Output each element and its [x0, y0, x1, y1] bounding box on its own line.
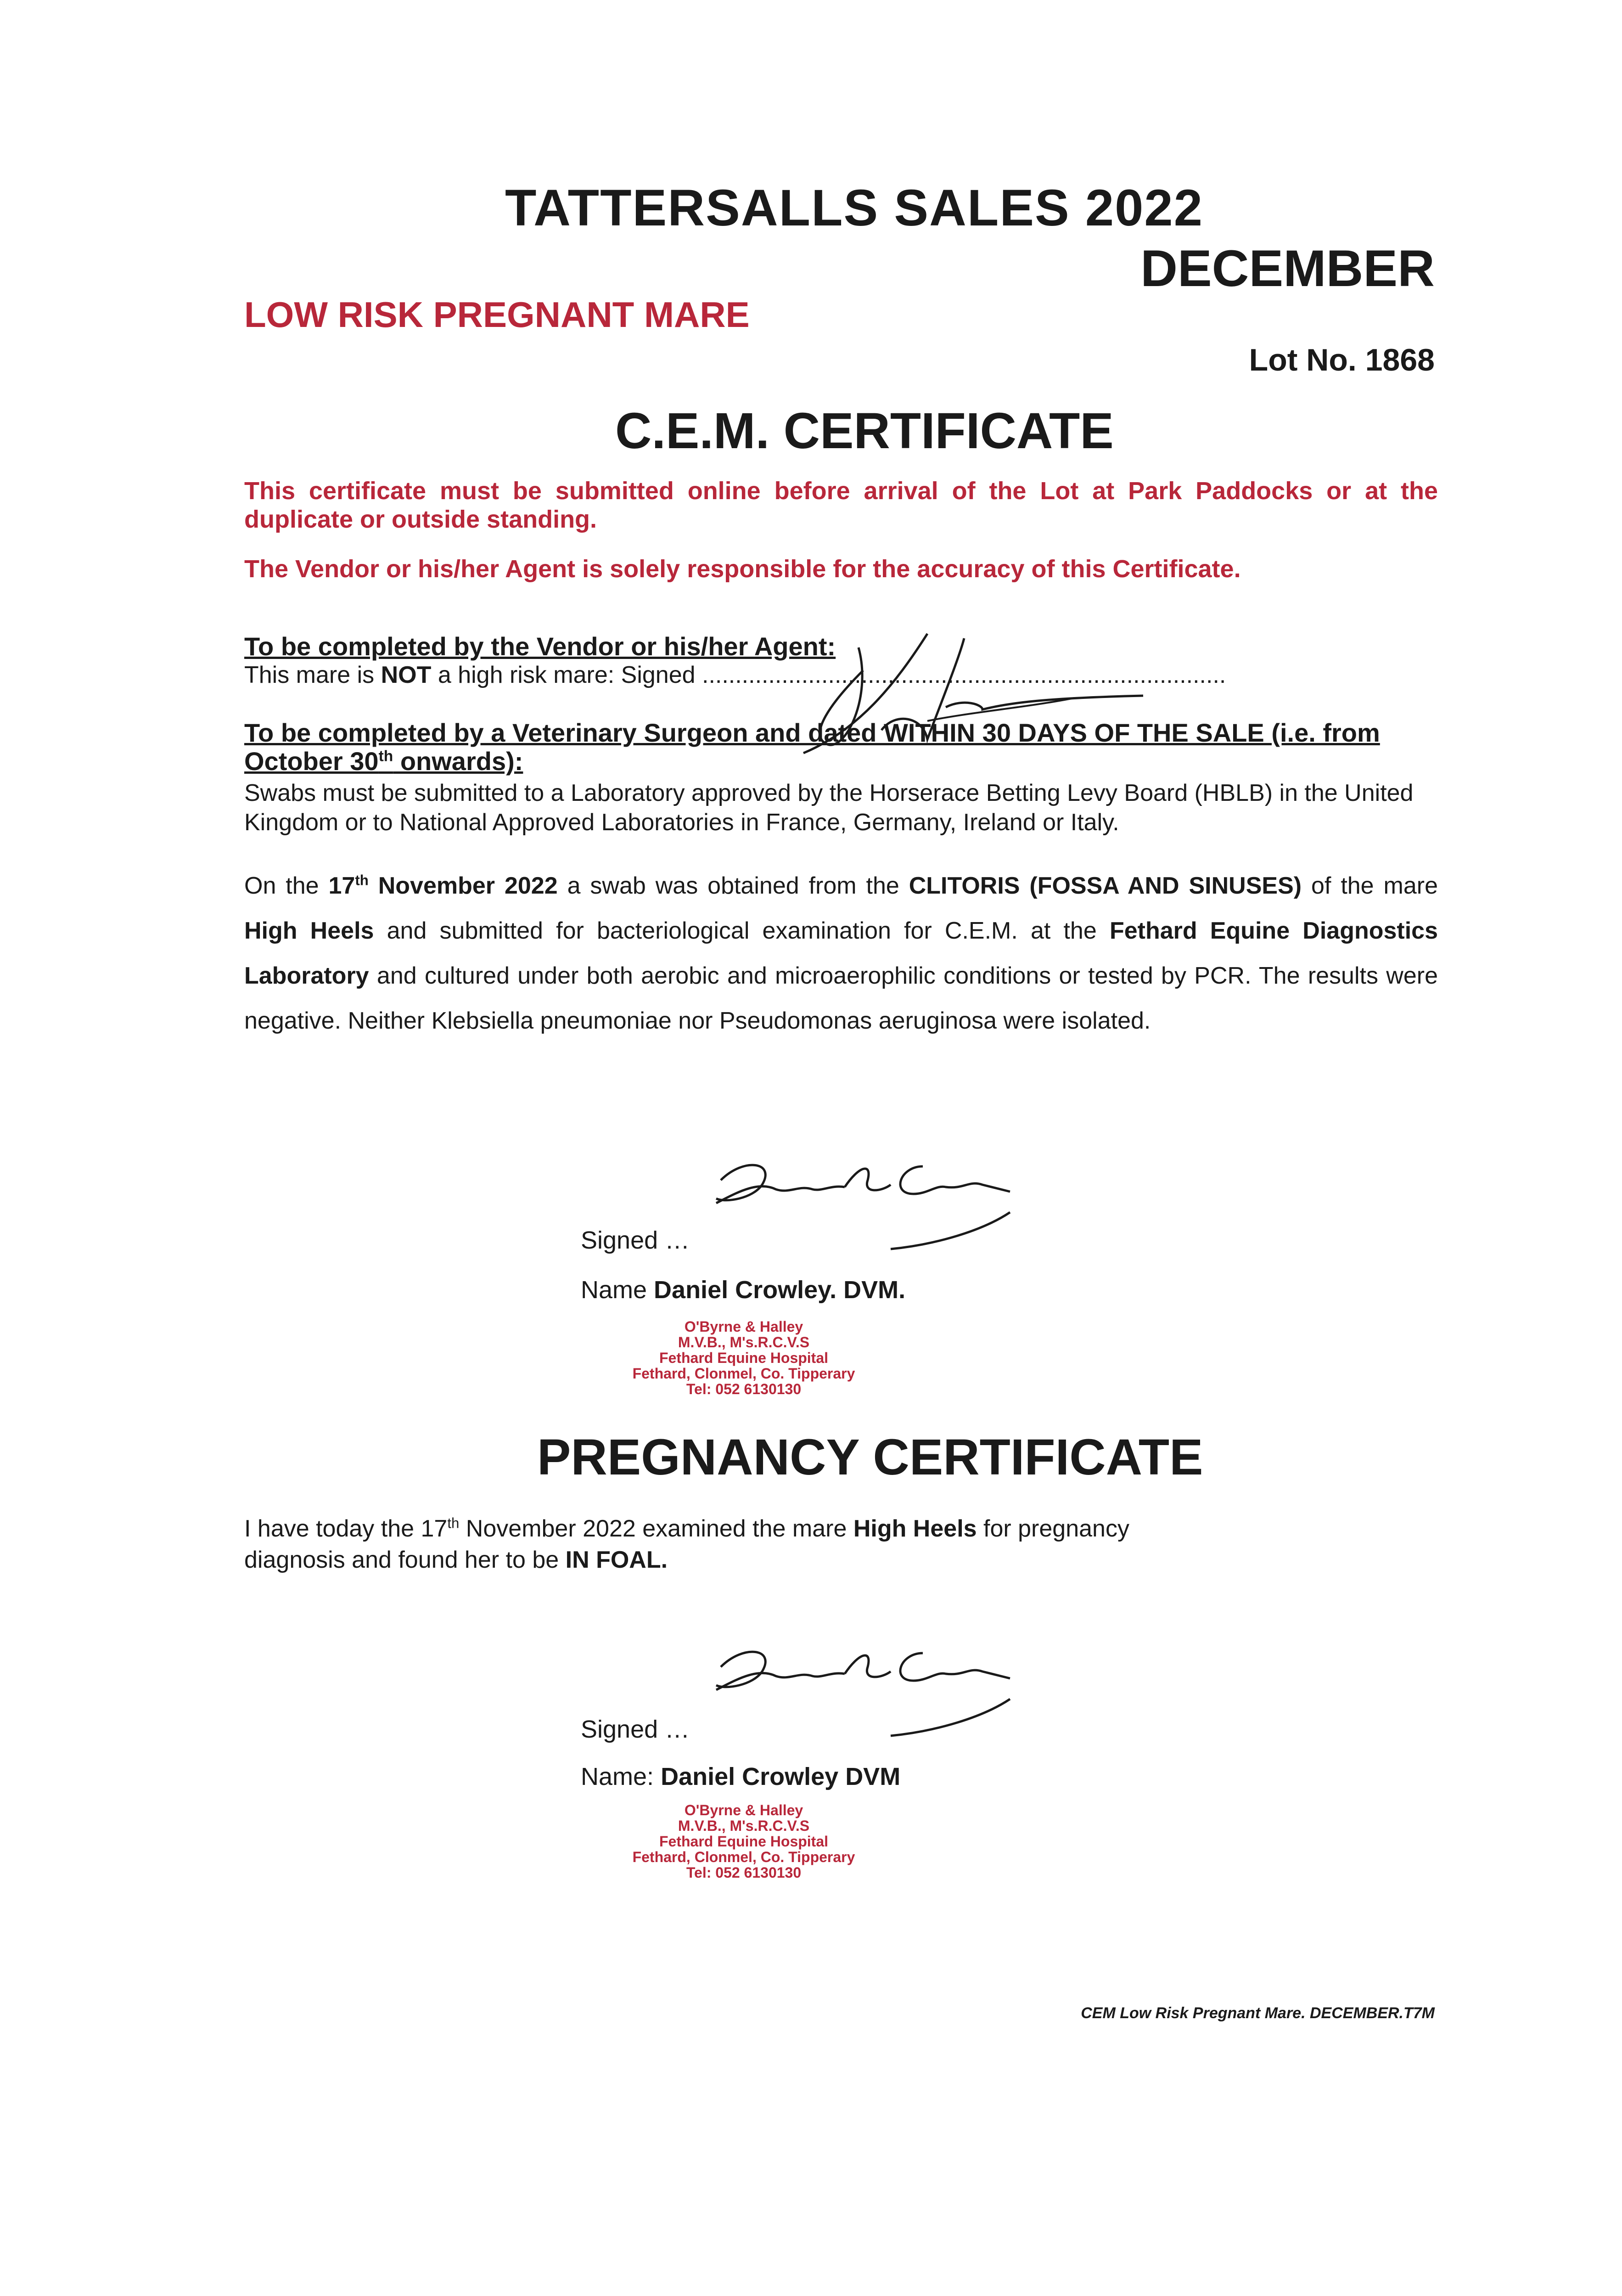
stamp-line: M.V.B., M's.R.C.V.S [678, 1334, 810, 1351]
preg-text-1: I have today the [244, 1515, 421, 1542]
pregnancy-paragraph [244, 1513, 1231, 1576]
preg-signed-label: Signed … [581, 1716, 690, 1743]
form-code: CEM Low Risk Pregnant Mare. DECEMBER.T7M [1081, 2004, 1435, 2022]
cem-name-value: Daniel Crowley. DVM. [654, 1276, 906, 1304]
vet-heading-sup: th [378, 748, 393, 765]
cem-text-3: of the mare [1302, 872, 1438, 899]
submission-notice: This certificate must be submitted online before arrival of the Lot at Park Paddocks or at the duplicate or outside standing. [244, 477, 1438, 533]
cem-date-day: 17 [328, 872, 355, 899]
cem-signed-label: Signed … [581, 1227, 690, 1254]
vet-heading-prefix: To be completed by a Veterinary Surgeon and dated WITHIN 30 DAYS OF THE SALE (i.e. from October 30 [244, 718, 1380, 776]
cem-date-rest: November 2022 [368, 872, 558, 899]
preg-text-3: for pregnancy diagnosis and found her to be [244, 1515, 1129, 1573]
stamp-line: Tel: 052 6130130 [686, 1381, 802, 1397]
cem-date [329, 872, 558, 899]
preg-mare-name: High Heels [853, 1515, 977, 1542]
stamp-line: O'Byrne & Halley [684, 1318, 803, 1335]
category-label: LOW RISK PREGNANT MARE [244, 294, 750, 335]
vendor-section-heading: To be completed by the Vendor or his/her Agent: [244, 632, 836, 661]
preg-text-2: November 2022 examined the mare [459, 1515, 853, 1542]
stamp-line: O'Byrne & Halley [684, 1802, 803, 1818]
cem-text-1: On the [244, 872, 329, 899]
responsibility-notice: The Vendor or his/her Agent is solely responsible for the accuracy of this Certificate. [244, 555, 1241, 583]
practice-stamp [597, 1802, 891, 1880]
stamp-line: Fethard, Clonmel, Co. Tipperary [632, 1365, 855, 1382]
preg-date-day: 17 [421, 1515, 448, 1542]
laboratory-name: Fethard Equine Diagnostics Laboratory [244, 917, 1438, 989]
stamp-line: Fethard Equine Hospital [659, 1350, 829, 1366]
preg-name-label: Name: [581, 1763, 661, 1790]
mare-name: High Heels [244, 917, 374, 944]
cem-name-label: Name [581, 1276, 654, 1304]
cem-text-4: and submitted for bacteriological examination for C.E.M. at the [374, 917, 1110, 944]
vet-signature-pregnancy [707, 1635, 1028, 1745]
preg-date-sup: th [447, 1515, 460, 1531]
vendor-line-suffix: a high risk mare: Signed [431, 662, 702, 688]
preg-name-value: Daniel Crowley DVM [661, 1763, 901, 1790]
lot-number: Lot No. 1868 [1249, 343, 1435, 377]
vendor-signature-dots: ............................................................................... [702, 662, 1226, 688]
practice-stamp [597, 1319, 891, 1397]
pregnancy-certificate-title: PREGNANCY CERTIFICATE [537, 1429, 1203, 1486]
cem-text-5: and cultured under both aerobic and microaerophilic conditions or tested by PCR. The results were negative. Neither Klebsiella pneumoniae nor Pseudomonas aeruginosa were isolated. [244, 962, 1438, 1034]
stamp-line: M.V.B., M's.R.C.V.S [678, 1818, 810, 1834]
pregnancy-result: IN FOAL. [565, 1547, 668, 1573]
swabs-instructions: Swabs must be submitted to a Laboratory approved by the Horserace Betting Levy Board (HBLB) in the United Kingdom or to National Approved Laboratories in France, Germany, Ireland or Italy. [244, 780, 1414, 836]
preg-vet-name [581, 1762, 900, 1791]
stamp-line: Fethard Equine Hospital [659, 1833, 829, 1850]
vendor-line-prefix: This mare is [244, 662, 381, 688]
document-title: TATTERSALLS SALES 2022 [505, 179, 1203, 236]
cem-text-2: a swab was obtained from the [557, 872, 909, 899]
stamp-line: Tel: 052 6130130 [686, 1864, 802, 1881]
cem-result-paragraph [244, 863, 1438, 1043]
vendor-line-not: NOT [381, 662, 432, 688]
vet-signature-cem [707, 1148, 1028, 1258]
cem-certificate-title: C.E.M. CERTIFICATE [615, 403, 1114, 459]
vet-heading-suffix: onwards): [393, 747, 523, 776]
cem-date-sup: th [355, 872, 369, 889]
swab-site: CLITORIS (FOSSA AND SINUSES) [909, 872, 1302, 899]
stamp-line: Fethard, Clonmel, Co. Tipperary [632, 1849, 855, 1865]
sale-month: DECEMBER [1140, 240, 1435, 297]
cem-vet-name [581, 1276, 905, 1304]
vet-section-heading [244, 719, 1438, 776]
